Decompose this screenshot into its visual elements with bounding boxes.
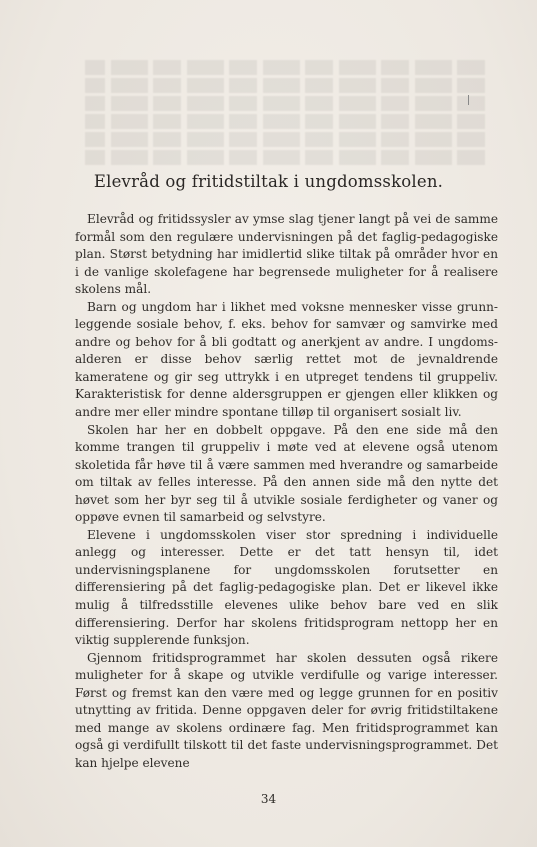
paragraph-4: Elevene i ungdomsskolen viser stor spredning i individuelle anlegg og interesser. Dette er det tatt hensyn til, idet undervisningsplanene for ungdomsskolen forutsetter en differensiering på det faglig-pedagogiske plan. Det er likevel ikke mulig å tilfredsstille elevenes ulike behov bare ved en slik differensiering. Derfor har skolens fritidsprogram nettopp her en viktig supplerende funksjon.: [75, 527, 498, 648]
margin-mark: [468, 95, 469, 105]
paragraph-3: Skolen har her en dobbelt oppgave. På den ene side må den komme trangen til gruppeliv i møte ved at elevene også utenom skoletida får høve til å være sammen med hverandre og samarbeide om tiltak av felles interesse. På den annen side må den nytte det høvet som her byr seg til å utvikle sosiale ferdigheter og vaner og oppøve evnen til samarbeid og selvstyre.: [75, 422, 498, 525]
paragraph-2: Barn og ungdom har i likhet med voksne mennesker visse grunnleggende sosiale behov, f. eks. behov for samvær og samvirke med andre og behov for å bli godtatt og anerkjent av andre. I ungdomsalderen er disse behov særlig rettet mot de jevnaldrende kameratene og gir seg uttrykk i en utpreget tendens til gruppeliv. Karakteristisk for denne aldersgruppen er gjengen eller klikken og andre mer eller mindre spontane tilløp til organisert sosialt liv.: [75, 299, 498, 420]
paragraph-1: Elevråd og fritidssysler av ymse slag tjener langt på vei de samme formål som den regulære undervisningen på det faglig-pedagogiske plan. Størst betydning har imidlertid slike tiltak på områder hvor en i de vanlige skolefagene har begrensede muligheter for å realisere skolens mål.: [75, 212, 498, 297]
paragraph-5: Gjennom fritidsprogrammet har skolen dessuten også rikere muligheter for å skape og utvikle verdifulle og varige interesser. Først og fremst kan den være med og legge grunnen for en positiv utnytting av fritida. Denne oppgaven deler for øvrig fritidstiltakene med mange av skolens ordinære fag. Men fritidsprogrammet kan også gi verdifullt tilskott til det faste undervisningsprogrammet. Det kan hjelpe elevene: [75, 650, 498, 770]
page-number: 34: [260, 792, 277, 806]
show-through-text: [85, 60, 485, 170]
section-heading: Elevråd og fritidstiltak i ungdomsskolen.: [93, 172, 444, 191]
body-text: [75, 211, 498, 773]
